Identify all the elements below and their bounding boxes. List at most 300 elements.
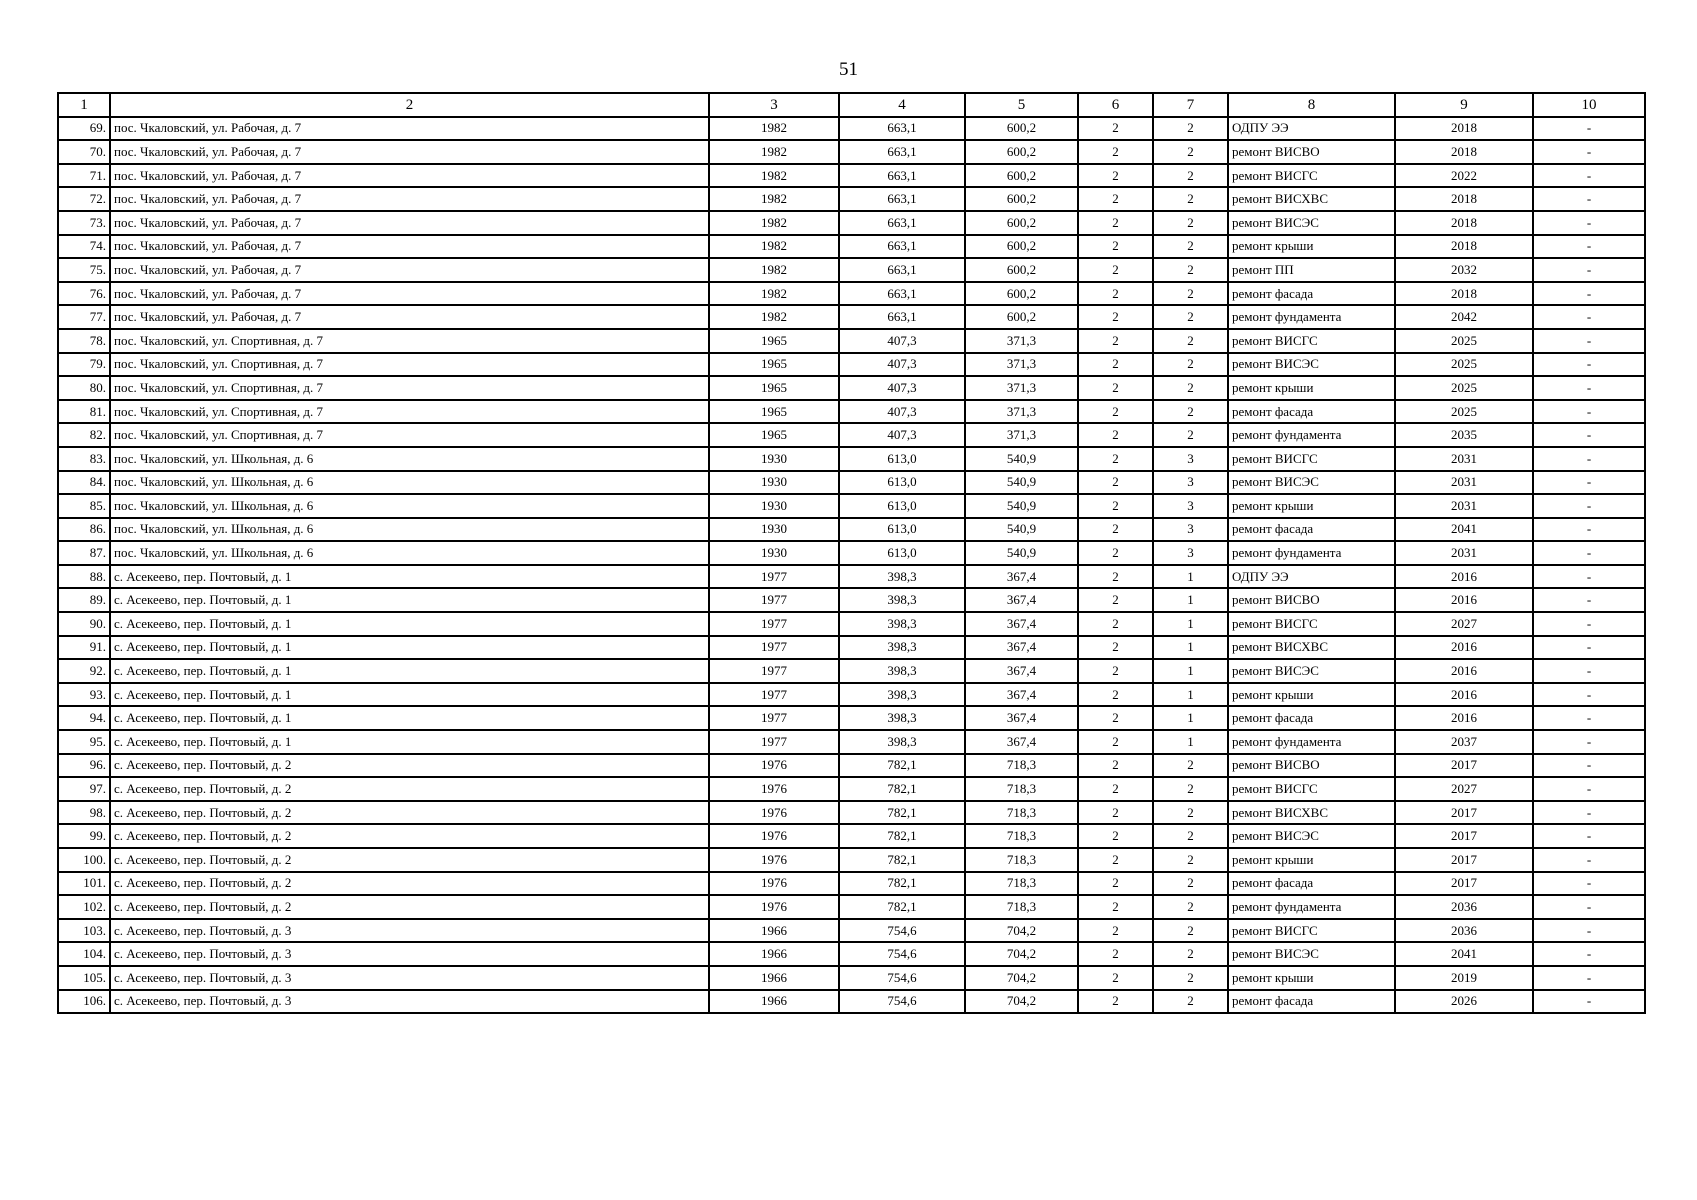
row-number-cell: 93. — [58, 683, 110, 707]
planned-year-cell: 2017 — [1395, 848, 1533, 872]
header-row — [58, 93, 1645, 117]
year-built-cell: 1982 — [709, 164, 839, 188]
address-cell: пос. Чкаловский, ул. Рабочая, д. 7 — [110, 305, 709, 329]
planned-year-cell: 2017 — [1395, 754, 1533, 778]
year-built-cell: 1982 — [709, 187, 839, 211]
address-cell: пос. Чкаловский, ул. Школьная, д. 6 — [110, 471, 709, 495]
floors-cell: 2 — [1078, 706, 1153, 730]
planned-year-cell: 2027 — [1395, 777, 1533, 801]
work-type-cell: ремонт ВИСЭС — [1228, 942, 1395, 966]
total-area-cell: 407,3 — [839, 376, 965, 400]
planned-year-cell: 2018 — [1395, 117, 1533, 141]
note-cell: - — [1533, 824, 1645, 848]
work-type-cell: ремонт фундамента — [1228, 305, 1395, 329]
address-cell: пос. Чкаловский, ул. Рабочая, д. 7 — [110, 282, 709, 306]
total-area-cell: 754,6 — [839, 919, 965, 943]
row-number-cell: 102. — [58, 895, 110, 919]
total-area-cell: 613,0 — [839, 541, 965, 565]
address-cell: с. Асекеево, пер. Почтовый, д. 3 — [110, 919, 709, 943]
note-cell: - — [1533, 966, 1645, 990]
address-cell: пос. Чкаловский, ул. Рабочая, д. 7 — [110, 187, 709, 211]
year-built-cell: 1982 — [709, 211, 839, 235]
year-built-cell: 1966 — [709, 942, 839, 966]
row-number-cell: 100. — [58, 848, 110, 872]
year-built-cell: 1982 — [709, 305, 839, 329]
table-row — [58, 305, 1645, 329]
note-cell: - — [1533, 518, 1645, 542]
column-header: 4 — [839, 93, 965, 117]
entrances-cell: 2 — [1153, 353, 1228, 377]
entrances-cell: 2 — [1153, 990, 1228, 1014]
living-area-cell: 718,3 — [965, 777, 1078, 801]
floors-cell: 2 — [1078, 966, 1153, 990]
entrances-cell: 2 — [1153, 164, 1228, 188]
note-cell: - — [1533, 187, 1645, 211]
row-number-cell: 70. — [58, 140, 110, 164]
row-number-cell: 99. — [58, 824, 110, 848]
note-cell: - — [1533, 990, 1645, 1014]
living-area-cell: 718,3 — [965, 872, 1078, 896]
total-area-cell: 398,3 — [839, 659, 965, 683]
floors-cell: 2 — [1078, 258, 1153, 282]
address-cell: с. Асекеево, пер. Почтовый, д. 1 — [110, 659, 709, 683]
row-number-cell: 86. — [58, 518, 110, 542]
entrances-cell: 1 — [1153, 612, 1228, 636]
floors-cell: 2 — [1078, 990, 1153, 1014]
living-area-cell: 367,4 — [965, 683, 1078, 707]
total-area-cell: 407,3 — [839, 329, 965, 353]
entrances-cell: 2 — [1153, 211, 1228, 235]
note-cell: - — [1533, 376, 1645, 400]
living-area-cell: 600,2 — [965, 258, 1078, 282]
planned-year-cell: 2036 — [1395, 895, 1533, 919]
planned-year-cell: 2016 — [1395, 636, 1533, 660]
floors-cell: 2 — [1078, 305, 1153, 329]
row-number-cell: 71. — [58, 164, 110, 188]
year-built-cell: 1976 — [709, 777, 839, 801]
column-header: 7 — [1153, 93, 1228, 117]
total-area-cell: 782,1 — [839, 848, 965, 872]
work-type-cell: ремонт ПП — [1228, 258, 1395, 282]
address-cell: пос. Чкаловский, ул. Рабочая, д. 7 — [110, 211, 709, 235]
table-row — [58, 730, 1645, 754]
table-row — [58, 683, 1645, 707]
planned-year-cell: 2027 — [1395, 612, 1533, 636]
table-row — [58, 754, 1645, 778]
column-header: 10 — [1533, 93, 1645, 117]
floors-cell: 2 — [1078, 423, 1153, 447]
living-area-cell: 600,2 — [965, 211, 1078, 235]
living-area-cell: 704,2 — [965, 966, 1078, 990]
total-area-cell: 663,1 — [839, 282, 965, 306]
work-type-cell: ремонт ВИСЭС — [1228, 353, 1395, 377]
address-cell: с. Асекеево, пер. Почтовый, д. 1 — [110, 683, 709, 707]
total-area-cell: 613,0 — [839, 518, 965, 542]
work-type-cell: ремонт ВИСГС — [1228, 329, 1395, 353]
living-area-cell: 600,2 — [965, 305, 1078, 329]
note-cell: - — [1533, 494, 1645, 518]
living-area-cell: 367,4 — [965, 565, 1078, 589]
planned-year-cell: 2031 — [1395, 447, 1533, 471]
entrances-cell: 2 — [1153, 966, 1228, 990]
address-cell: пос. Чкаловский, ул. Спортивная, д. 7 — [110, 329, 709, 353]
table-row — [58, 376, 1645, 400]
entrances-cell: 2 — [1153, 919, 1228, 943]
note-cell: - — [1533, 612, 1645, 636]
row-number-cell: 94. — [58, 706, 110, 730]
row-number-cell: 85. — [58, 494, 110, 518]
total-area-cell: 398,3 — [839, 706, 965, 730]
year-built-cell: 1977 — [709, 636, 839, 660]
year-built-cell: 1977 — [709, 565, 839, 589]
work-type-cell: ремонт ВИСВО — [1228, 140, 1395, 164]
table-row — [58, 329, 1645, 353]
row-number-cell: 90. — [58, 612, 110, 636]
work-type-cell: ремонт фундамента — [1228, 541, 1395, 565]
work-type-cell: ОДПУ ЭЭ — [1228, 117, 1395, 141]
floors-cell: 2 — [1078, 494, 1153, 518]
year-built-cell: 1966 — [709, 990, 839, 1014]
note-cell: - — [1533, 235, 1645, 259]
row-number-cell: 104. — [58, 942, 110, 966]
planned-year-cell: 2031 — [1395, 541, 1533, 565]
living-area-cell: 704,2 — [965, 919, 1078, 943]
year-built-cell: 1966 — [709, 966, 839, 990]
row-number-cell: 69. — [58, 117, 110, 141]
address-cell: пос. Чкаловский, ул. Школьная, д. 6 — [110, 494, 709, 518]
row-number-cell: 103. — [58, 919, 110, 943]
total-area-cell: 613,0 — [839, 494, 965, 518]
planned-year-cell: 2037 — [1395, 730, 1533, 754]
table-row — [58, 659, 1645, 683]
entrances-cell: 3 — [1153, 447, 1228, 471]
table-row — [58, 235, 1645, 259]
address-cell: с. Асекеево, пер. Почтовый, д. 1 — [110, 565, 709, 589]
floors-cell: 2 — [1078, 801, 1153, 825]
year-built-cell: 1976 — [709, 895, 839, 919]
living-area-cell: 704,2 — [965, 990, 1078, 1014]
planned-year-cell: 2019 — [1395, 966, 1533, 990]
row-number-cell: 98. — [58, 801, 110, 825]
living-area-cell: 540,9 — [965, 494, 1078, 518]
floors-cell: 2 — [1078, 471, 1153, 495]
address-cell: с. Асекеево, пер. Почтовый, д. 1 — [110, 612, 709, 636]
table-row — [58, 895, 1645, 919]
total-area-cell: 663,1 — [839, 140, 965, 164]
planned-year-cell: 2032 — [1395, 258, 1533, 282]
year-built-cell: 1977 — [709, 659, 839, 683]
total-area-cell: 663,1 — [839, 305, 965, 329]
address-cell: с. Асекеево, пер. Почтовый, д. 2 — [110, 777, 709, 801]
total-area-cell: 663,1 — [839, 187, 965, 211]
repair-program-table — [57, 92, 1646, 1014]
entrances-cell: 2 — [1153, 140, 1228, 164]
year-built-cell: 1976 — [709, 754, 839, 778]
address-cell: с. Асекеево, пер. Почтовый, д. 3 — [110, 990, 709, 1014]
entrances-cell: 1 — [1153, 683, 1228, 707]
note-cell: - — [1533, 730, 1645, 754]
address-cell: с. Асекеево, пер. Почтовый, д. 1 — [110, 588, 709, 612]
table-row — [58, 942, 1645, 966]
note-cell: - — [1533, 683, 1645, 707]
planned-year-cell: 2035 — [1395, 423, 1533, 447]
total-area-cell: 398,3 — [839, 588, 965, 612]
work-type-cell: ремонт ВИСЭС — [1228, 211, 1395, 235]
planned-year-cell: 2018 — [1395, 187, 1533, 211]
address-cell: с. Асекеево, пер. Почтовый, д. 3 — [110, 942, 709, 966]
living-area-cell: 540,9 — [965, 447, 1078, 471]
year-built-cell: 1965 — [709, 376, 839, 400]
floors-cell: 2 — [1078, 211, 1153, 235]
total-area-cell: 407,3 — [839, 400, 965, 424]
floors-cell: 2 — [1078, 588, 1153, 612]
row-number-cell: 89. — [58, 588, 110, 612]
floors-cell: 2 — [1078, 872, 1153, 896]
address-cell: пос. Чкаловский, ул. Спортивная, д. 7 — [110, 400, 709, 424]
note-cell: - — [1533, 282, 1645, 306]
table-row — [58, 824, 1645, 848]
living-area-cell: 600,2 — [965, 235, 1078, 259]
floors-cell: 2 — [1078, 329, 1153, 353]
total-area-cell: 398,3 — [839, 565, 965, 589]
floors-cell: 2 — [1078, 447, 1153, 471]
floors-cell: 2 — [1078, 824, 1153, 848]
floors-cell: 2 — [1078, 140, 1153, 164]
entrances-cell: 3 — [1153, 494, 1228, 518]
planned-year-cell: 2017 — [1395, 801, 1533, 825]
work-type-cell: ремонт ВИСЭС — [1228, 659, 1395, 683]
living-area-cell: 540,9 — [965, 541, 1078, 565]
floors-cell: 2 — [1078, 895, 1153, 919]
living-area-cell: 371,3 — [965, 376, 1078, 400]
row-number-cell: 81. — [58, 400, 110, 424]
entrances-cell: 2 — [1153, 848, 1228, 872]
year-built-cell: 1930 — [709, 541, 839, 565]
floors-cell: 2 — [1078, 848, 1153, 872]
floors-cell: 2 — [1078, 518, 1153, 542]
work-type-cell: ремонт ВИСХВС — [1228, 801, 1395, 825]
row-number-cell: 87. — [58, 541, 110, 565]
column-header: 6 — [1078, 93, 1153, 117]
planned-year-cell: 2026 — [1395, 990, 1533, 1014]
work-type-cell: ремонт фасада — [1228, 282, 1395, 306]
note-cell: - — [1533, 588, 1645, 612]
year-built-cell: 1982 — [709, 140, 839, 164]
year-built-cell: 1930 — [709, 471, 839, 495]
table-row — [58, 565, 1645, 589]
planned-year-cell: 2018 — [1395, 211, 1533, 235]
living-area-cell: 718,3 — [965, 824, 1078, 848]
table-row — [58, 140, 1645, 164]
year-built-cell: 1930 — [709, 494, 839, 518]
table-row — [58, 211, 1645, 235]
entrances-cell: 2 — [1153, 400, 1228, 424]
living-area-cell: 371,3 — [965, 329, 1078, 353]
note-cell: - — [1533, 895, 1645, 919]
living-area-cell: 718,3 — [965, 848, 1078, 872]
year-built-cell: 1977 — [709, 588, 839, 612]
work-type-cell: ремонт фундамента — [1228, 423, 1395, 447]
year-built-cell: 1982 — [709, 282, 839, 306]
table-row — [58, 966, 1645, 990]
note-cell: - — [1533, 777, 1645, 801]
note-cell: - — [1533, 353, 1645, 377]
column-header: 2 — [110, 93, 709, 117]
work-type-cell: ремонт фундамента — [1228, 895, 1395, 919]
address-cell: пос. Чкаловский, ул. Рабочая, д. 7 — [110, 258, 709, 282]
living-area-cell: 371,3 — [965, 353, 1078, 377]
note-cell: - — [1533, 942, 1645, 966]
table-row — [58, 541, 1645, 565]
table-row — [58, 706, 1645, 730]
note-cell: - — [1533, 305, 1645, 329]
floors-cell: 2 — [1078, 659, 1153, 683]
work-type-cell: ремонт ВИСГС — [1228, 919, 1395, 943]
row-number-cell: 95. — [58, 730, 110, 754]
entrances-cell: 2 — [1153, 824, 1228, 848]
note-cell: - — [1533, 565, 1645, 589]
entrances-cell: 1 — [1153, 565, 1228, 589]
table-row — [58, 423, 1645, 447]
planned-year-cell: 2025 — [1395, 400, 1533, 424]
floors-cell: 2 — [1078, 400, 1153, 424]
column-header: 1 — [58, 93, 110, 117]
total-area-cell: 398,3 — [839, 612, 965, 636]
address-cell: с. Асекеево, пер. Почтовый, д. 3 — [110, 966, 709, 990]
table-row — [58, 117, 1645, 141]
table-row — [58, 801, 1645, 825]
entrances-cell: 2 — [1153, 235, 1228, 259]
floors-cell: 2 — [1078, 187, 1153, 211]
entrances-cell: 1 — [1153, 588, 1228, 612]
row-number-cell: 101. — [58, 872, 110, 896]
living-area-cell: 367,4 — [965, 706, 1078, 730]
note-cell: - — [1533, 754, 1645, 778]
table-row — [58, 447, 1645, 471]
address-cell: с. Асекеево, пер. Почтовый, д. 2 — [110, 895, 709, 919]
entrances-cell: 1 — [1153, 636, 1228, 660]
table-row — [58, 990, 1645, 1014]
work-type-cell: ремонт крыши — [1228, 235, 1395, 259]
total-area-cell: 782,1 — [839, 801, 965, 825]
living-area-cell: 367,4 — [965, 636, 1078, 660]
note-cell: - — [1533, 801, 1645, 825]
planned-year-cell: 2025 — [1395, 376, 1533, 400]
table-row — [58, 612, 1645, 636]
planned-year-cell: 2041 — [1395, 942, 1533, 966]
planned-year-cell: 2016 — [1395, 706, 1533, 730]
note-cell: - — [1533, 706, 1645, 730]
work-type-cell: ремонт ВИСХВС — [1228, 636, 1395, 660]
living-area-cell: 718,3 — [965, 754, 1078, 778]
planned-year-cell: 2016 — [1395, 683, 1533, 707]
year-built-cell: 1966 — [709, 919, 839, 943]
table-row — [58, 353, 1645, 377]
note-cell: - — [1533, 329, 1645, 353]
floors-cell: 2 — [1078, 683, 1153, 707]
entrances-cell: 2 — [1153, 376, 1228, 400]
year-built-cell: 1977 — [709, 706, 839, 730]
note-cell: - — [1533, 211, 1645, 235]
row-number-cell: 74. — [58, 235, 110, 259]
total-area-cell: 782,1 — [839, 754, 965, 778]
floors-cell: 2 — [1078, 612, 1153, 636]
entrances-cell: 2 — [1153, 117, 1228, 141]
page-number: 51 — [839, 59, 858, 80]
floors-cell: 2 — [1078, 942, 1153, 966]
total-area-cell: 782,1 — [839, 895, 965, 919]
floors-cell: 2 — [1078, 117, 1153, 141]
year-built-cell: 1976 — [709, 872, 839, 896]
total-area-cell: 782,1 — [839, 777, 965, 801]
floors-cell: 2 — [1078, 754, 1153, 778]
note-cell: - — [1533, 164, 1645, 188]
entrances-cell: 2 — [1153, 305, 1228, 329]
address-cell: с. Асекеево, пер. Почтовый, д. 2 — [110, 848, 709, 872]
floors-cell: 2 — [1078, 636, 1153, 660]
table-body — [58, 117, 1645, 1014]
entrances-cell: 2 — [1153, 942, 1228, 966]
total-area-cell: 663,1 — [839, 211, 965, 235]
planned-year-cell: 2036 — [1395, 919, 1533, 943]
row-number-cell: 91. — [58, 636, 110, 660]
row-number-cell: 83. — [58, 447, 110, 471]
note-cell: - — [1533, 400, 1645, 424]
column-header: 8 — [1228, 93, 1395, 117]
total-area-cell: 613,0 — [839, 447, 965, 471]
living-area-cell: 367,4 — [965, 730, 1078, 754]
year-built-cell: 1965 — [709, 329, 839, 353]
table-row — [58, 518, 1645, 542]
column-header: 5 — [965, 93, 1078, 117]
total-area-cell: 754,6 — [839, 942, 965, 966]
total-area-cell: 782,1 — [839, 872, 965, 896]
year-built-cell: 1977 — [709, 730, 839, 754]
row-number-cell: 75. — [58, 258, 110, 282]
work-type-cell: ремонт ВИСЭС — [1228, 471, 1395, 495]
note-cell: - — [1533, 919, 1645, 943]
living-area-cell: 367,4 — [965, 588, 1078, 612]
living-area-cell: 600,2 — [965, 187, 1078, 211]
floors-cell: 2 — [1078, 565, 1153, 589]
entrances-cell: 2 — [1153, 329, 1228, 353]
address-cell: пос. Чкаловский, ул. Школьная, д. 6 — [110, 541, 709, 565]
address-cell: пос. Чкаловский, ул. Рабочая, д. 7 — [110, 117, 709, 141]
work-type-cell: ремонт крыши — [1228, 376, 1395, 400]
note-cell: - — [1533, 541, 1645, 565]
entrances-cell: 2 — [1153, 777, 1228, 801]
work-type-cell: ремонт ВИСГС — [1228, 447, 1395, 471]
note-cell: - — [1533, 659, 1645, 683]
year-built-cell: 1930 — [709, 447, 839, 471]
row-number-cell: 106. — [58, 990, 110, 1014]
work-type-cell: ремонт фасада — [1228, 872, 1395, 896]
year-built-cell: 1977 — [709, 612, 839, 636]
year-built-cell: 1982 — [709, 117, 839, 141]
address-cell: с. Асекеево, пер. Почтовый, д. 1 — [110, 730, 709, 754]
column-header: 3 — [709, 93, 839, 117]
total-area-cell: 782,1 — [839, 824, 965, 848]
living-area-cell: 718,3 — [965, 895, 1078, 919]
work-type-cell: ремонт ВИСВО — [1228, 588, 1395, 612]
entrances-cell: 1 — [1153, 730, 1228, 754]
total-area-cell: 754,6 — [839, 966, 965, 990]
work-type-cell: ремонт фасада — [1228, 518, 1395, 542]
row-number-cell: 97. — [58, 777, 110, 801]
planned-year-cell: 2017 — [1395, 872, 1533, 896]
entrances-cell: 2 — [1153, 801, 1228, 825]
table-row — [58, 164, 1645, 188]
